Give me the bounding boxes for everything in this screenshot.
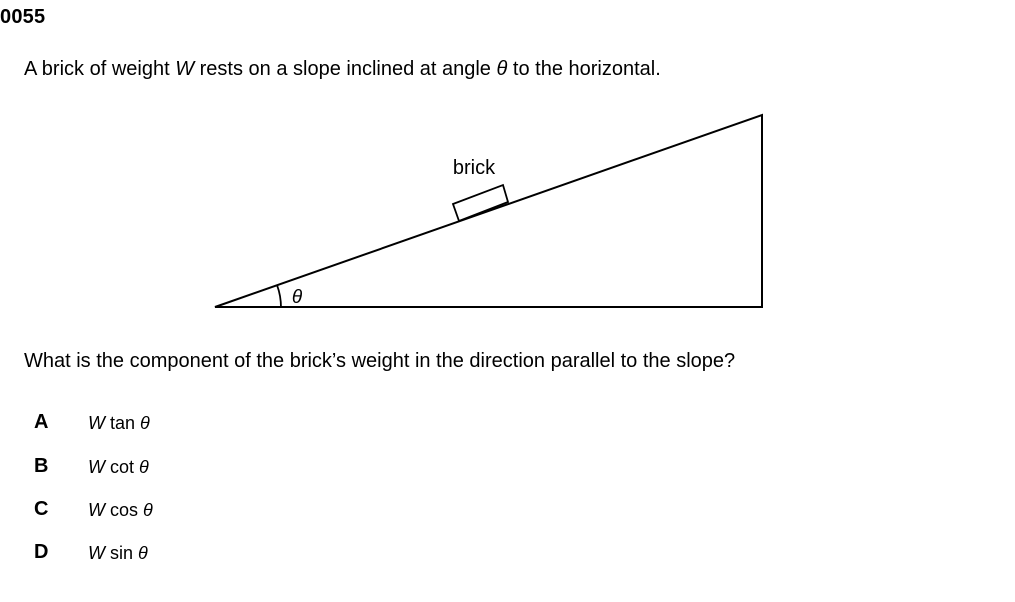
brick-label: brick xyxy=(452,157,496,179)
option-function: sin xyxy=(105,543,139,563)
option-answer xyxy=(88,457,149,478)
option-weight-symbol: W xyxy=(88,500,105,520)
stem-angle-symbol: θ xyxy=(496,58,508,80)
option-letter: A xyxy=(34,411,49,433)
question-number: 0055 xyxy=(0,6,46,28)
option-answer xyxy=(88,543,148,564)
option-weight-symbol: W xyxy=(88,413,105,433)
option-letter: D xyxy=(34,541,49,563)
option-answer xyxy=(88,500,153,521)
option-letter: C xyxy=(34,498,49,520)
stem-text-start: A brick of weight xyxy=(24,58,176,80)
option-function: tan xyxy=(105,413,141,433)
question-text: What is the component of the brick’s weight in the direction parallel to the slope? xyxy=(24,350,736,372)
option-angle-symbol: θ xyxy=(138,543,148,563)
option-angle-symbol: θ xyxy=(143,500,153,520)
angle-arc xyxy=(277,285,281,308)
option-function: cot xyxy=(105,457,140,477)
option-answer xyxy=(88,413,150,434)
slope-triangle xyxy=(215,115,762,307)
option-weight-symbol: W xyxy=(88,457,105,477)
brick-rectangle xyxy=(453,185,508,221)
option-angle-symbol: θ xyxy=(140,413,150,433)
stem-text-middle: rests on a slope inclined at angle xyxy=(194,58,497,80)
option-weight-symbol: W xyxy=(88,543,105,563)
angle-label: θ xyxy=(291,287,303,308)
stem-text-end: to the horizontal. xyxy=(507,58,661,80)
option-letter: B xyxy=(34,455,49,477)
stem-weight-symbol: W xyxy=(175,58,195,80)
option-function: cos xyxy=(105,500,144,520)
option-angle-symbol: θ xyxy=(139,457,149,477)
